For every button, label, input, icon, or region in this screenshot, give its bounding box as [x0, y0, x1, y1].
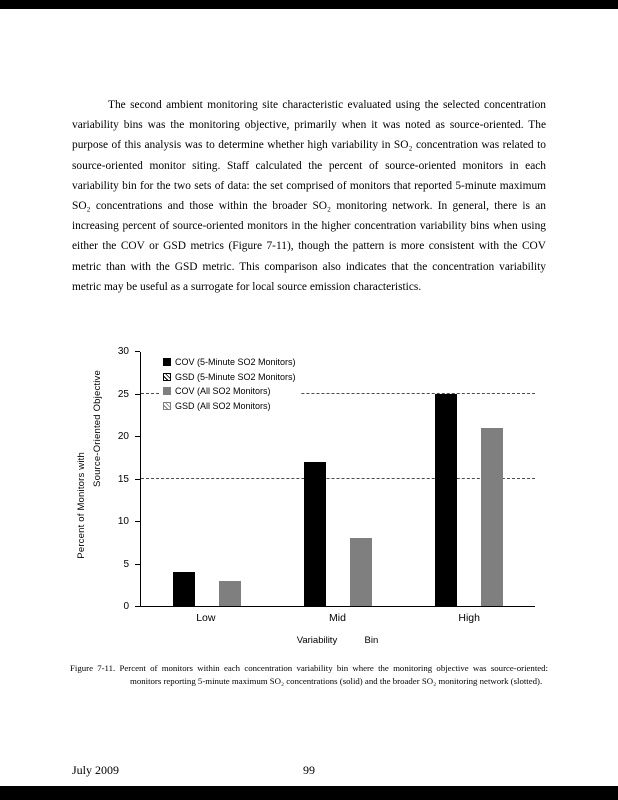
legend-label: GSD (All SO2 Monitors) [175, 400, 271, 411]
footer-date: July 2009 [72, 763, 120, 777]
dashed-gridline [141, 478, 535, 479]
legend-label: COV (All SO2 Monitors) [175, 386, 271, 396]
plot-area [140, 352, 535, 607]
legend-row [163, 384, 296, 399]
body-paragraph: The second ambient monitoring site characteristic evaluated using the selected concentration variability bins was the monitoring objective, primarily when it was noted as source-oriented. The purpose of this analysis was to determine whether high variability in SO₂ concentration was related to source-oriented monitor siting. Staff calculated the percent of source-oriented monitors in each variability bin for the two sets of data: the set comprised of monitors that reported 5-minute maximum SO₂ concentrations and those within the broader SO₂ monitoring network. In general, there is an increasing percent of source-oriented monitors in the higher concentration variability bins when using either the COV or GSD metrics (Figure 7-11), though the pattern is more consistent with the COV metric than with the GSD metric. This comparison also indicates that the concentration variability metric may be useful as a surrogate for local source emission characteristics. [72, 99, 546, 293]
hatched-swatch-icon [163, 402, 171, 410]
legend-row [163, 399, 296, 414]
bottom-edge-bar [0, 786, 618, 800]
bar-high-series1 [481, 428, 503, 606]
bar-mid-series0 [304, 462, 326, 606]
bar-mid-series1 [350, 538, 372, 606]
figure-chart [70, 340, 548, 660]
y-axis-title-line2: Source-Oriented Objective [92, 370, 103, 487]
y-tick-label: 10 [117, 516, 129, 527]
legend-label: COV (5-Minute SO2 Monitors) [175, 357, 296, 367]
bar-low-series1 [219, 581, 241, 606]
figure-caption-text: Percent of monitors within each concentration variability bin where the monitoring objective was source-oriented: monitors reporting 5-minute maximum SO₂ concentrations (solid) and the broader SO₂ monitoring network (slotted). [119, 663, 549, 686]
solid-swatch-icon [163, 387, 171, 395]
bar-group-high [404, 352, 535, 606]
bar-high-series0 [435, 394, 457, 606]
solid-swatch-icon [163, 358, 171, 366]
figure-caption [70, 662, 548, 687]
category-label-low: Low [196, 612, 216, 624]
page-number: 99 [303, 763, 315, 777]
y-tick-label: 0 [123, 601, 129, 612]
y-tick-label: 20 [117, 431, 129, 442]
y-axis-title-line1: Percent of Monitors with [76, 452, 87, 559]
legend-label: GSD (5-Minute SO2 Monitors) [175, 371, 296, 382]
y-tick-label: 30 [117, 346, 129, 357]
y-tick-label: 25 [117, 388, 129, 400]
chart-legend [159, 353, 300, 415]
category-labels [140, 612, 535, 624]
x-axis-title: Variability Bin [296, 635, 379, 646]
hatched-swatch-icon [163, 373, 171, 381]
bar-low-series0 [173, 572, 195, 606]
figure-caption-label: Figure 7-11. [70, 663, 116, 673]
y-tick-label: 15 [117, 473, 129, 485]
y-axis [70, 346, 140, 612]
category-label-mid: Mid [329, 612, 346, 624]
legend-row [163, 370, 296, 385]
legend-row [163, 355, 296, 370]
top-edge-bar [0, 0, 618, 9]
y-tick-label: 5 [123, 558, 129, 570]
category-label-high: High [458, 612, 480, 624]
